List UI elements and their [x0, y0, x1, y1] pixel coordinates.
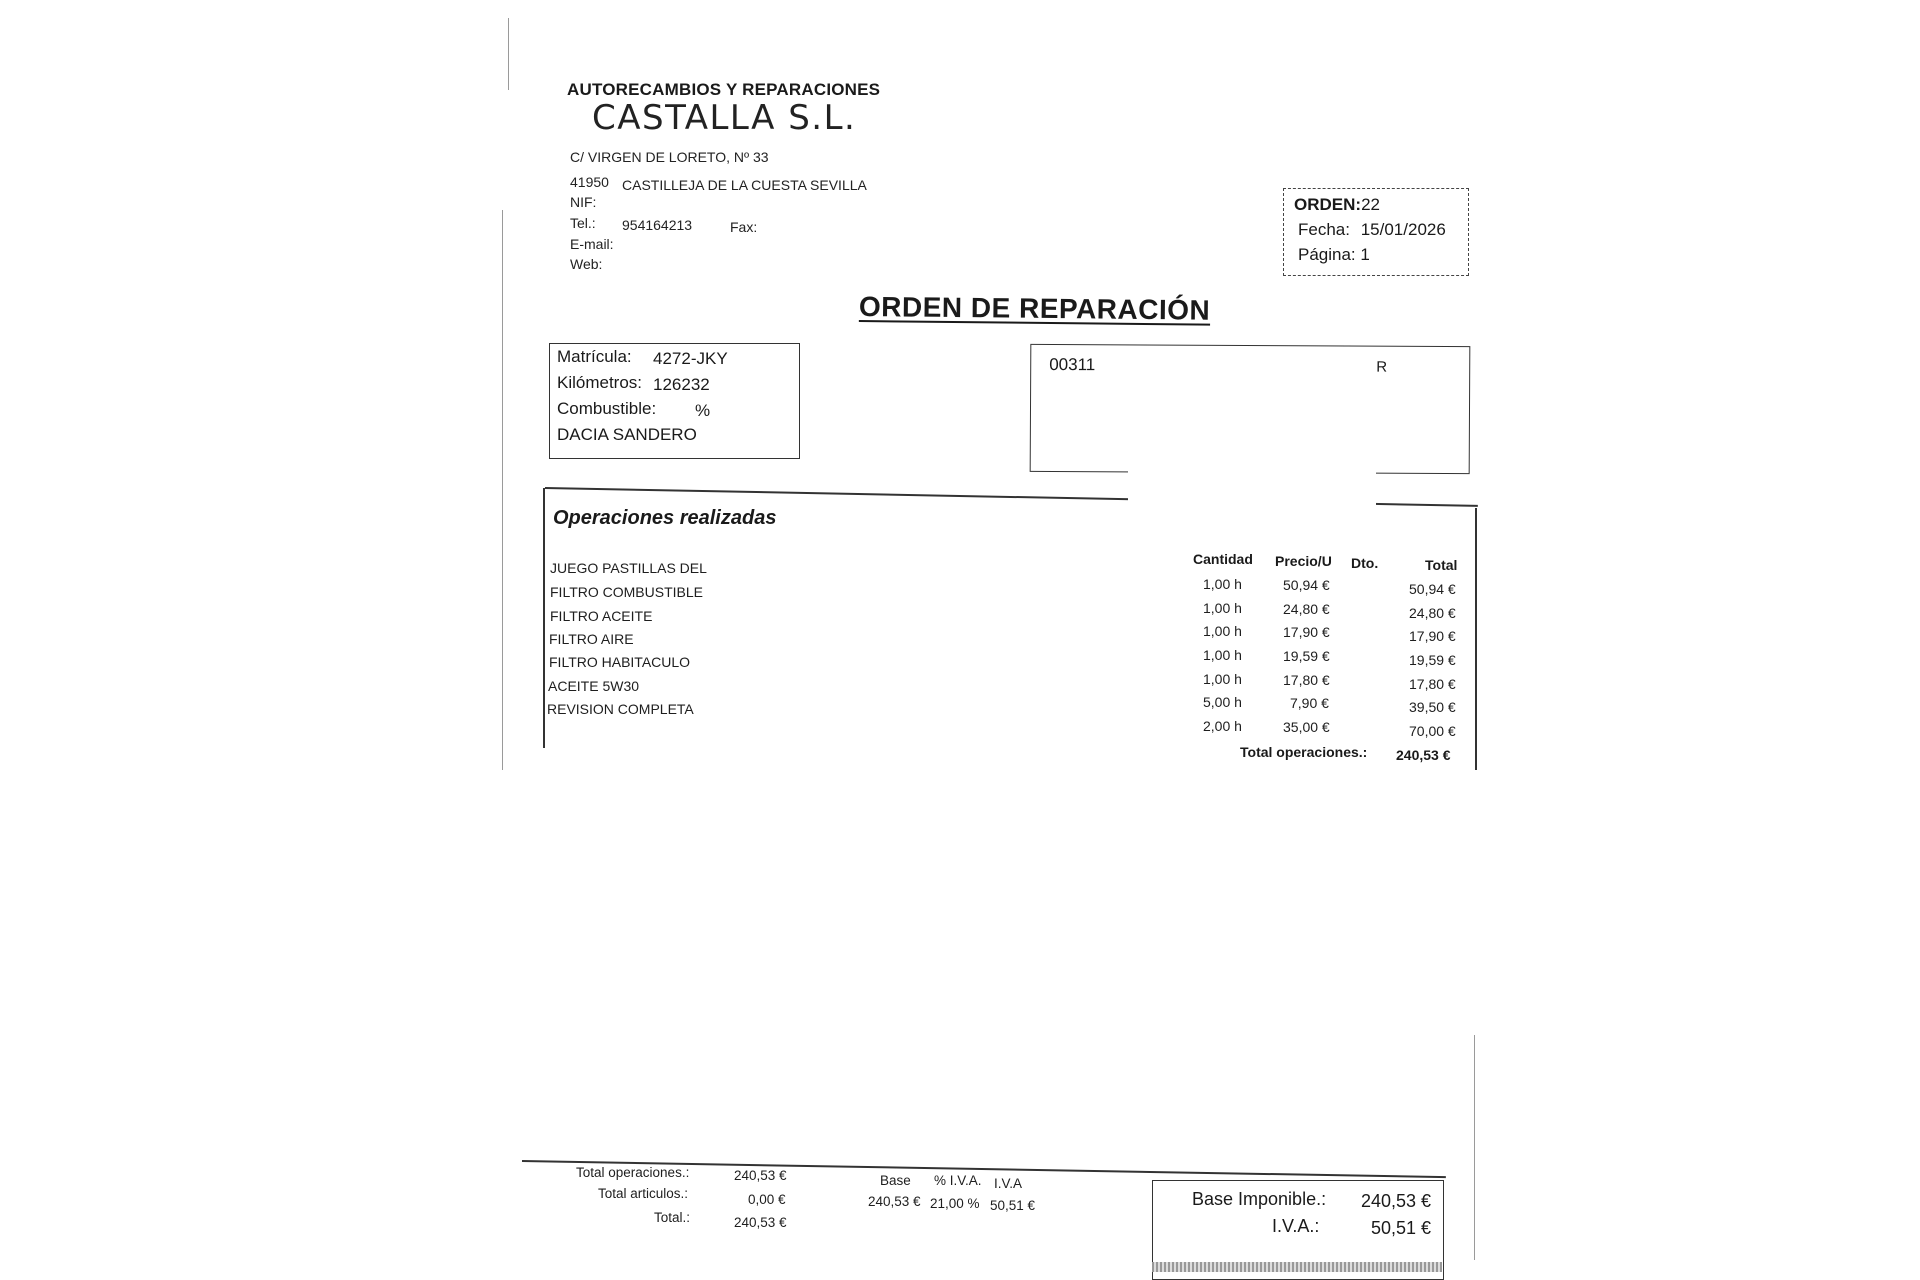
scan-edge-right-bottom: [1474, 1035, 1475, 1260]
order-number-row: [1294, 195, 1380, 215]
web-label: Web:: [570, 256, 603, 272]
operation-item: JUEGO PASTILLAS DEL: [550, 560, 707, 576]
row-quantity: 1,00 h: [1203, 623, 1242, 639]
date-label: Fecha:: [1298, 220, 1350, 239]
fuel-value: %: [695, 401, 711, 420]
km-value: 126232: [653, 375, 710, 394]
plate-value: 4272-JKY: [653, 349, 728, 368]
postal-code: 41950: [570, 174, 609, 190]
operation-item: FILTRO ACEITE: [550, 608, 653, 624]
document-title: ORDEN DE REPARACIÓN: [858, 291, 1211, 326]
operations-total-label: Total operaciones.:: [1240, 744, 1368, 760]
row-unit-price: 50,94 €: [1283, 577, 1330, 593]
column-header-quantity: Cantidad: [1193, 551, 1253, 567]
fax-label: Fax:: [730, 219, 758, 235]
row-unit-price: 19,59 €: [1283, 648, 1330, 664]
footer-total-operations-value: 240,53 €: [734, 1168, 787, 1183]
operation-item: FILTRO COMBUSTIBLE: [550, 584, 703, 600]
footer-pct-iva-header: % I.V.A.: [934, 1173, 982, 1188]
row-quantity: 2,00 h: [1203, 718, 1242, 734]
footer-total-operations-label: Total operaciones.:: [576, 1165, 690, 1180]
row-total: 70,00 €: [1409, 723, 1456, 739]
page-value: 1: [1360, 245, 1370, 264]
row-total: 24,80 €: [1409, 605, 1456, 621]
fuel-label: Combustible:: [557, 399, 657, 418]
footer-total-value: 240,53 €: [734, 1215, 787, 1230]
footer-iva-value: 50,51 €: [990, 1198, 1036, 1213]
operations-frame-left: [543, 488, 545, 748]
page-label: Página:: [1298, 245, 1356, 264]
client-name-fragment: R: [1376, 358, 1388, 376]
address-street: C/ VIRGEN DE LORETO, Nº 33: [570, 149, 769, 165]
order-number: 22: [1361, 195, 1380, 214]
scan-edge-left-top: [508, 18, 509, 90]
footer-pct-iva-value: 21,00 %: [930, 1196, 980, 1211]
column-header-discount: Dto.: [1351, 555, 1379, 571]
scan-hatch-artifact: [1152, 1262, 1442, 1272]
vehicle-info-box: [549, 343, 800, 459]
operation-item: REVISION COMPLETA: [547, 701, 694, 717]
base-imponible-label: Base Imponible.:: [1192, 1189, 1327, 1209]
plate-label: Matrícula:: [557, 347, 632, 366]
footer-iva-header: I.V.A: [994, 1176, 1023, 1191]
row-quantity: 1,00 h: [1203, 576, 1242, 592]
order-date-row: [1298, 220, 1446, 240]
row-total: 19,59 €: [1409, 652, 1456, 668]
city: CASTILLEJA DE LA CUESTA SEVILLA: [622, 177, 867, 193]
operation-item: FILTRO AIRE: [549, 631, 634, 647]
company-name: CASTALLA S.L.: [592, 98, 857, 138]
base-imponible-value: 240,53 €: [1361, 1191, 1432, 1211]
row-quantity: 1,00 h: [1203, 600, 1242, 616]
operations-title: Operaciones realizadas: [553, 507, 777, 529]
operations-frame-right: [1475, 508, 1477, 770]
email-label: E-mail:: [570, 236, 614, 252]
nif-label: NIF:: [570, 194, 597, 210]
operations-total-value: 240,53 €: [1396, 747, 1451, 763]
client-code: 00311: [1049, 354, 1096, 375]
scan-edge-left: [502, 210, 503, 770]
row-unit-price: 17,90 €: [1283, 624, 1330, 640]
row-quantity: 1,00 h: [1203, 647, 1242, 663]
row-unit-price: 17,80 €: [1283, 672, 1330, 688]
footer-total-items-label: Total articulos.:: [598, 1186, 689, 1201]
row-total: 39,50 €: [1409, 699, 1456, 715]
footer-base-header: Base: [880, 1173, 911, 1188]
row-quantity: 5,00 h: [1203, 694, 1242, 710]
iva-total-value: 50,51 €: [1371, 1218, 1432, 1238]
row-quantity: 1,00 h: [1203, 671, 1242, 687]
row-total: 50,94 €: [1409, 581, 1456, 597]
redaction-block-client: [1128, 350, 1368, 375]
order-info-box: [1283, 188, 1469, 276]
company-line: AUTORECAMBIOS Y REPARACIONES: [567, 80, 881, 99]
tel-label: Tel.:: [570, 215, 596, 231]
footer-total-items-value: 0,00 €: [748, 1192, 786, 1207]
column-header-total: Total: [1425, 557, 1458, 573]
row-total: 17,80 €: [1409, 676, 1456, 692]
operation-item: FILTRO HABITACULO: [549, 654, 691, 670]
row-unit-price: 7,90 €: [1290, 695, 1329, 711]
order-label: ORDEN:: [1294, 195, 1362, 214]
iva-label: I.V.A.:: [1272, 1216, 1320, 1236]
operation-item: ACEITE 5W30: [548, 678, 640, 694]
column-header-unit-price: Precio/U: [1275, 553, 1332, 569]
date-value: 15/01/2026: [1360, 220, 1446, 239]
km-label: Kilómetros:: [557, 373, 643, 392]
row-unit-price: 24,80 €: [1283, 601, 1330, 617]
footer-total-label: Total.:: [654, 1210, 691, 1225]
order-page-row: [1298, 245, 1370, 265]
redaction-block-frame: [1128, 470, 1376, 510]
vehicle-model: DACIA SANDERO: [557, 425, 697, 444]
row-unit-price: 35,00 €: [1283, 719, 1330, 735]
tel-value: 954164213: [622, 217, 693, 233]
footer-base-value: 240,53 €: [868, 1194, 921, 1209]
row-total: 17,90 €: [1409, 628, 1456, 644]
